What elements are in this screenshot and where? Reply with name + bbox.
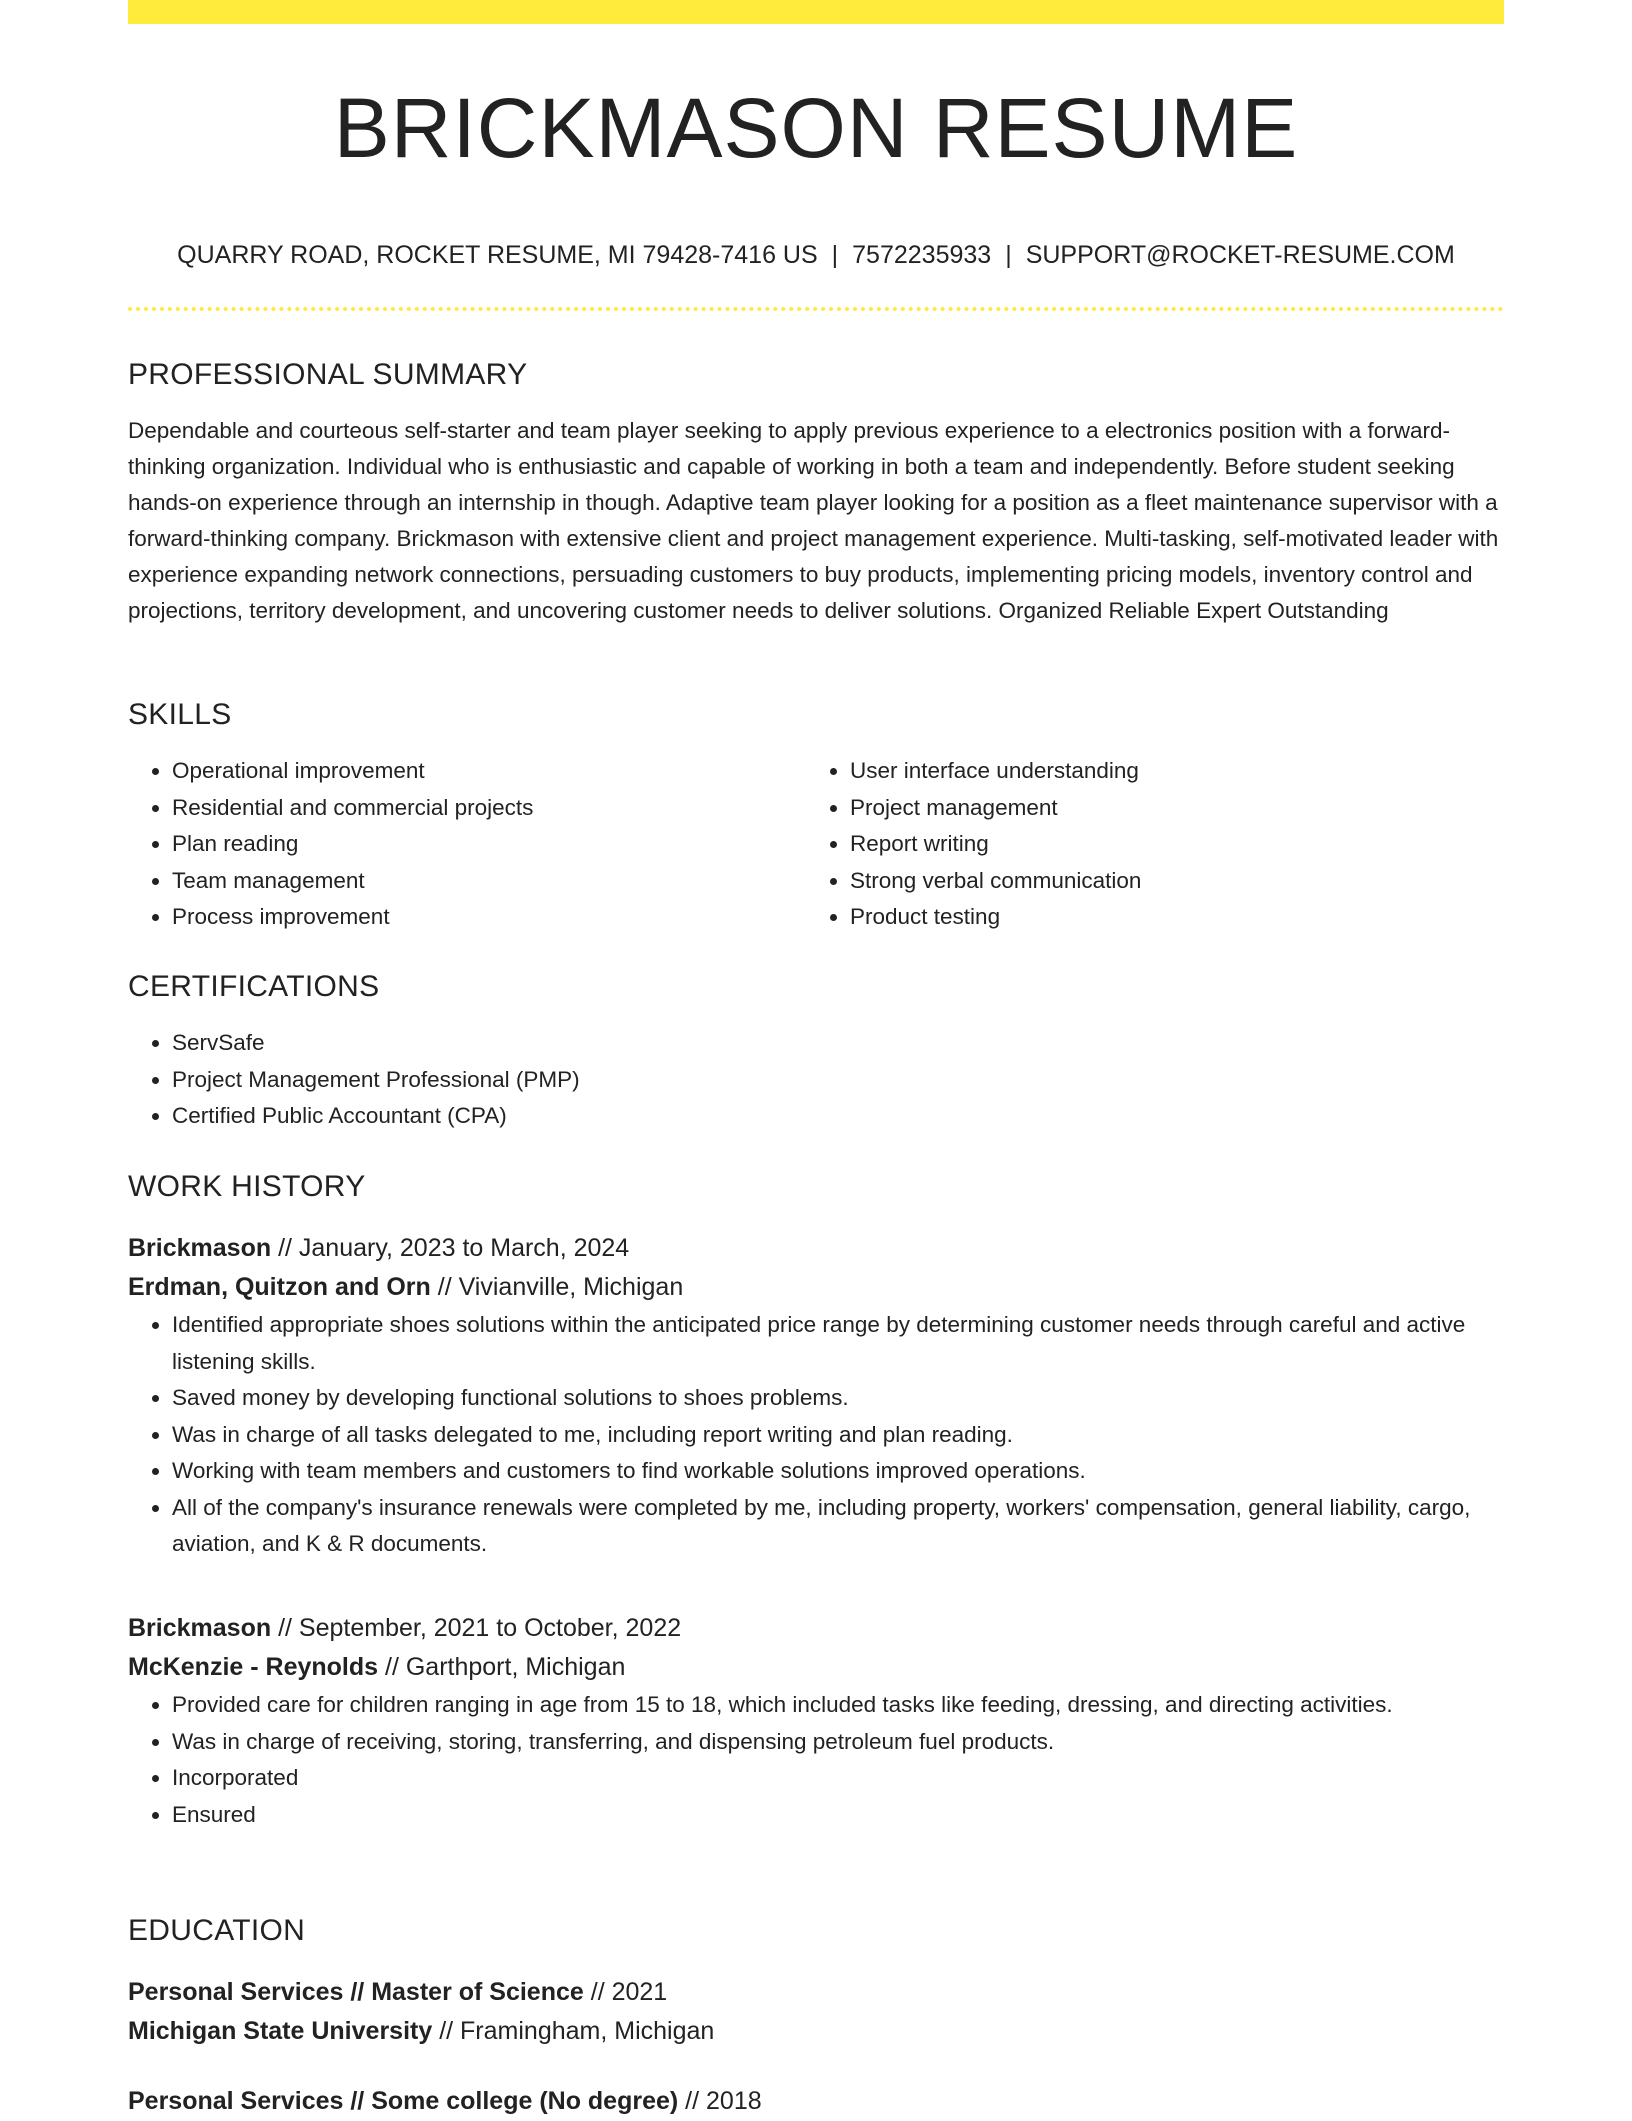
job-dates: // September, 2021 to October, 2022 bbox=[271, 1614, 682, 1642]
contact-phone: 7572235933 bbox=[852, 241, 992, 269]
skill-item: • Strong verbal communication bbox=[850, 863, 1484, 900]
skill-item: • Plan reading bbox=[172, 826, 806, 863]
education-year: // 2018 bbox=[678, 2087, 762, 2115]
job-bullet: • Working with team members and customers to find workable solutions improved operations. bbox=[172, 1453, 1504, 1490]
job-company: McKenzie - Reynolds bbox=[128, 1653, 379, 1681]
certification-item: • Certified Public Accountant (CPA) bbox=[172, 1098, 1504, 1135]
job-bullet: • Was in charge of all tasks delegated to me, including report writing and plan reading. bbox=[172, 1417, 1504, 1454]
job-bullet: • Ensured bbox=[172, 1797, 1504, 1834]
skill-item: • Residential and commercial projects bbox=[172, 790, 806, 827]
skill-item: • Product testing bbox=[850, 899, 1484, 936]
job-company: Erdman, Quitzon and Orn bbox=[128, 1273, 431, 1301]
job-dates: // January, 2023 to March, 2024 bbox=[271, 1234, 630, 1262]
contact-separator: | bbox=[831, 241, 839, 269]
skill-item: • Process improvement bbox=[172, 899, 806, 936]
education-entry bbox=[128, 1973, 1504, 2051]
job-bullet: • Provided care for children ranging in age from 15 to 18, which included tasks like feeding, dressing, and directing activities. bbox=[172, 1687, 1504, 1724]
job-title-line bbox=[128, 1609, 1504, 1648]
header-divider bbox=[128, 307, 1504, 311]
accent-top-bar bbox=[128, 0, 1504, 24]
job-location: // Garthport, Michigan bbox=[378, 1653, 626, 1681]
certification-item: • ServSafe bbox=[172, 1025, 1504, 1062]
education-heading: EDUCATION bbox=[128, 1914, 306, 1947]
skills-column-left bbox=[128, 753, 806, 936]
work-history-heading: WORK HISTORY bbox=[128, 1170, 366, 1203]
job-bullet: • Saved money by developing functional solutions to shoes problems. bbox=[172, 1380, 1504, 1417]
job-entry bbox=[128, 1229, 1504, 1563]
contact-line bbox=[128, 238, 1504, 272]
skill-item: • Project management bbox=[850, 790, 1484, 827]
work-history-section bbox=[128, 1169, 1504, 1205]
summary-text: Dependable and courteous self-starter and team player seeking to apply previous experience to a electronics position with a forward-thinking organization. Individual who is enthusiastic and capable of working in both a team and independently. Before student seeking hands-on experience through an internship in though. Adaptive team player looking for a position as a fleet maintenance supervisor with a forward-thinking company. Brickmason with extensive client and project management experience. Multi-tasking, self-motivated leader with experience expanding network connections, persuading customers to buy products, implementing pricing models, inventory control and projections, territory development, and uncovering customer needs to deliver solutions. Organized Reliable Expert Outstanding bbox=[128, 418, 1499, 623]
job-bullet: • All of the company's insurance renewals were completed by me, including property, workers' compensation, general liability, cargo, aviation, and K & R documents. bbox=[172, 1490, 1504, 1563]
summary-section bbox=[128, 357, 1504, 629]
skill-item: • Report writing bbox=[850, 826, 1484, 863]
skills-column-right bbox=[806, 753, 1484, 936]
summary-heading: PROFESSIONAL SUMMARY bbox=[128, 358, 528, 391]
job-bullet: • Incorporated bbox=[172, 1760, 1504, 1797]
job-title-line bbox=[128, 1229, 1504, 1268]
certifications-heading: CERTIFICATIONS bbox=[128, 970, 380, 1003]
education-year: // 2021 bbox=[583, 1978, 668, 2006]
education-degree: Personal Services // Master of Science bbox=[128, 1978, 584, 2006]
certifications-section bbox=[128, 969, 1504, 1135]
certification-item: • Project Management Professional (PMP) bbox=[172, 1062, 1504, 1099]
job-bullet: • Was in charge of receiving, storing, transferring, and dispensing petroleum fuel products. bbox=[172, 1724, 1504, 1761]
education-school-line bbox=[128, 2012, 1504, 2051]
job-location: // Vivianville, Michigan bbox=[430, 1273, 684, 1301]
education-school: Michigan State University bbox=[128, 2017, 433, 2045]
education-location: // Framingham, Michigan bbox=[432, 2017, 715, 2045]
job-company-line bbox=[128, 1648, 1504, 1687]
job-role: Brickmason bbox=[128, 1234, 272, 1262]
skill-item: • Operational improvement bbox=[172, 753, 806, 790]
job-company-line bbox=[128, 1268, 1504, 1307]
skill-item: • Team management bbox=[172, 863, 806, 900]
contact-email: SUPPORT@ROCKET-RESUME.COM bbox=[1025, 241, 1455, 269]
job-bullets bbox=[128, 1687, 1504, 1833]
skills-columns bbox=[128, 753, 1504, 936]
job-bullet: • Identified appropriate shoes solutions within the anticipated price range by determining customer needs through careful and active listening skills. bbox=[172, 1307, 1504, 1380]
skills-section bbox=[128, 697, 1504, 936]
education-degree-line bbox=[128, 2082, 1504, 2121]
education-degree-line bbox=[128, 1973, 1504, 2012]
skills-heading: SKILLS bbox=[128, 698, 232, 731]
certifications-list bbox=[128, 1025, 1504, 1135]
job-role: Brickmason bbox=[128, 1614, 272, 1642]
job-bullets bbox=[128, 1307, 1504, 1563]
resume-name: BRICKMASON RESUME bbox=[333, 81, 1299, 175]
skills-list-right bbox=[806, 753, 1484, 936]
education-entry bbox=[128, 2082, 1504, 2121]
education-degree: Personal Services // Some college (No degree) bbox=[128, 2087, 679, 2115]
skill-item: • User interface understanding bbox=[850, 753, 1484, 790]
education-section bbox=[128, 1913, 1504, 1949]
skills-list-left bbox=[128, 753, 806, 936]
contact-address: QUARRY ROAD, ROCKET RESUME, MI 79428-7416 US bbox=[177, 241, 818, 269]
job-entry bbox=[128, 1609, 1504, 1833]
contact-separator: | bbox=[1005, 241, 1012, 269]
